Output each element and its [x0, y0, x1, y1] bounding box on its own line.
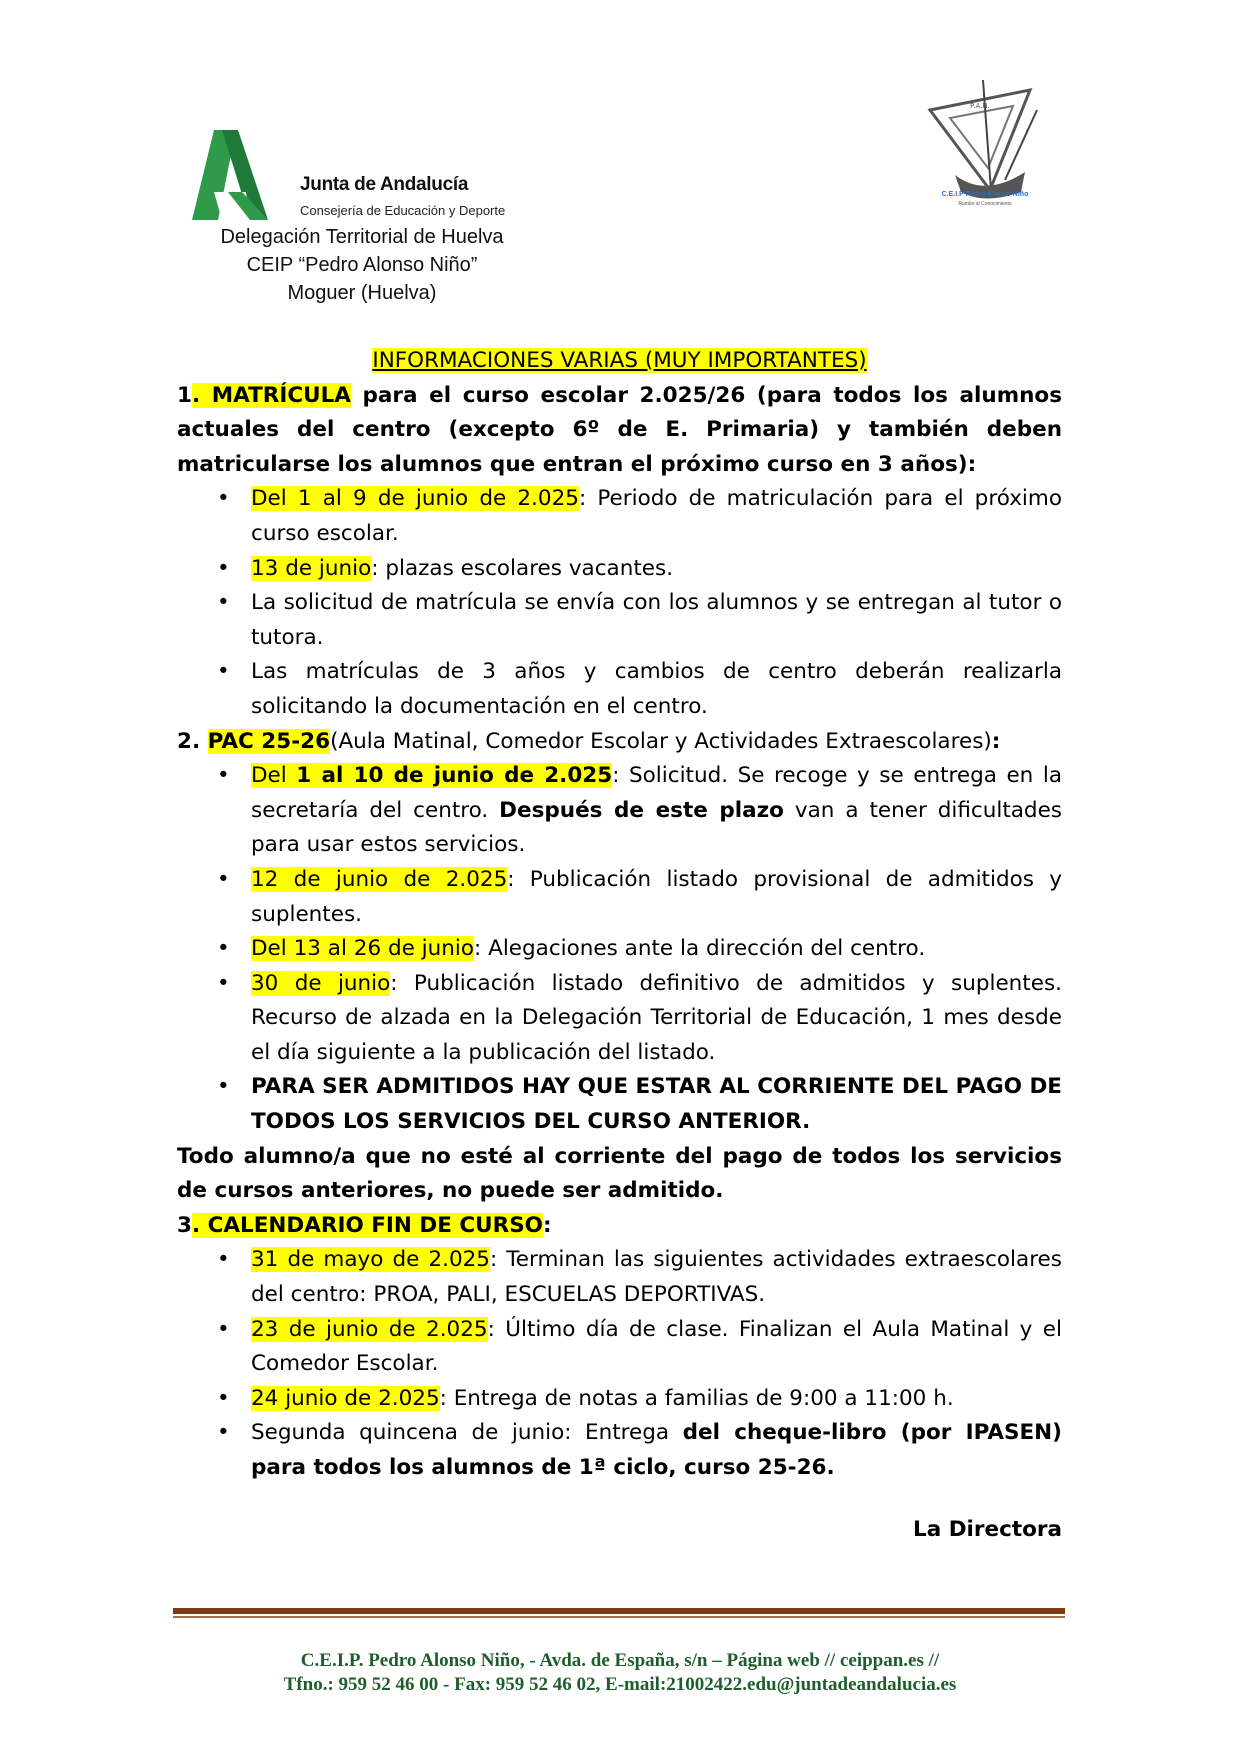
bullet-list	[177, 482, 1062, 724]
list-item	[251, 1313, 1062, 1382]
text-run: PARA SER ADMITIDOS HAY QUE ESTAR AL CORRIENTE DEL PAGO DE TODOS LOS SERVICIOS DEL CURSO ANTERIOR.	[251, 1074, 1062, 1135]
paragraph	[177, 379, 1062, 483]
highlighted-text: 23 de junio de 2.025	[251, 1316, 488, 1342]
text-run: Después de este plazo	[499, 797, 784, 823]
highlighted-text: Del 1 al 9 de junio de 2.025	[251, 486, 579, 512]
highlighted-text: 31 de mayo de 2.025	[251, 1247, 490, 1273]
text-run: 2.	[177, 728, 208, 754]
junta-department: Consejería de Educación y Deporte	[300, 203, 506, 218]
highlighted-text: PAC 25-26	[207, 728, 331, 754]
document-title	[177, 344, 1062, 379]
list-item	[251, 586, 1062, 655]
text-run: : Entrega de notas a familias de 9:00 a 11:00 h.	[439, 1385, 954, 1411]
text-run: 3	[177, 1212, 192, 1238]
document-body	[177, 344, 1062, 1547]
text-run: : Alegaciones ante la dirección del centro.	[474, 936, 926, 962]
text-run: 1	[177, 382, 192, 408]
title-text: INFORMACIONES VARIAS (MUY IMPORTANTES)	[372, 348, 867, 373]
highlighted-text: . MATRÍCULA	[191, 382, 351, 408]
highlighted-text: Del	[251, 763, 297, 789]
list-item	[251, 1382, 1062, 1417]
bullet-list	[177, 759, 1062, 1140]
text-run: : Último día de clase. Finalizan el Aula Matinal y el Comedor Escolar.	[251, 1316, 1062, 1377]
list-item	[251, 1416, 1062, 1485]
highlighted-text: 13 de junio	[251, 555, 372, 581]
highlighted-text: 30 de junio	[251, 970, 391, 996]
school-name: CEIP “Pedro Alonso Niño”	[246, 254, 478, 276]
highlighted-text: 1 al 10 de junio de 2.025	[296, 763, 613, 789]
notice-sections	[177, 379, 1062, 1486]
list-item	[251, 863, 1062, 932]
list-item	[251, 1243, 1062, 1312]
text-run: (Aula Matinal, Comedor Escolar y Actividades Extraescolares)	[330, 728, 992, 754]
text-run: : plazas escolares vacantes.	[371, 555, 674, 581]
list-item	[251, 1070, 1062, 1139]
footer-address: C.E.I.P. Pedro Alonso Niño, - Avda. de España, s/n – Página web // ceippan.es //	[300, 1650, 940, 1671]
junta-de-andalucia-logo	[192, 130, 288, 220]
paragraph	[177, 725, 1062, 760]
list-item	[251, 482, 1062, 551]
town: Moguer (Huelva)	[287, 282, 437, 304]
footer-contact: Tfno.: 959 52 46 00 - Fax: 959 52 46 02, E-mail:21002422.edu@juntadeandalucia.es	[283, 1674, 957, 1695]
text-run: Segunda quincena de junio: Entrega	[251, 1420, 683, 1446]
signature: La Directora	[913, 1516, 1062, 1542]
school-logo-motto: Rumbo al Conocimiento	[958, 201, 1012, 207]
text-run: : Terminan las siguientes actividades extraescolares del centro: PROA, PALI, ESCUELAS DEPORTIVAS.	[251, 1247, 1062, 1308]
text-run: : Solicitud. Se recoge y se entrega en la secretaría del centro.	[251, 763, 1062, 823]
text-run: La solicitud de matrícula se envía con los alumnos y se entregan al tutor o tutora.	[251, 590, 1062, 650]
highlighted-text: 24 junio de 2.025	[251, 1385, 440, 1411]
highlighted-text: . CALENDARIO FIN DE CURSO	[191, 1212, 543, 1238]
delegation: Delegación Territorial de Huelva	[220, 226, 504, 248]
text-run: : Periodo de matriculación para el próximo curso escolar.	[251, 486, 1062, 546]
list-item	[251, 932, 1062, 967]
paragraph	[177, 1140, 1062, 1209]
highlighted-text: 12 de junio de 2.025	[251, 866, 508, 892]
text-run: : Publicación listado provisional de admitidos y suplentes.	[251, 866, 1062, 927]
text-run: Todo alumno/a que no esté al corriente del pago de todos los servicios de cursos anteriores, no puede ser admitido.	[177, 1143, 1062, 1204]
school-logo-caption: C.E.I.P Pedro Alonso Niño	[941, 191, 1029, 198]
highlighted-text: Del 13 al 26 de junio	[251, 936, 475, 962]
text-run: van a tener dificultades para usar estos servicios.	[251, 797, 1062, 858]
bullet-list	[177, 1243, 1062, 1485]
paragraph	[177, 1209, 1062, 1244]
list-item	[251, 552, 1062, 587]
junta-name: Junta de Andalucía	[300, 174, 469, 195]
list-item	[251, 759, 1062, 863]
text-run: : Publicación listado definitivo de admitidos y suplentes. Recurso de alzada en la Delegación Territorial de Educación, 1 mes desde el día siguiente a la publicación del listado.	[251, 970, 1062, 1065]
text-run: del cheque-libro (por IPASEN) para todos los alumnos de 1ª ciclo, curso 25-26.	[251, 1420, 1062, 1480]
footer-rule-thin	[173, 1616, 1065, 1618]
text-run: Las matrículas de 3 años y cambios de centro deberán realizarla solicitando la documentación en el centro.	[251, 659, 1062, 719]
footer-rule	[173, 1608, 1065, 1614]
list-item	[251, 967, 1062, 1071]
list-item	[251, 655, 1062, 724]
text-run: para el curso escolar 2.025/26 (para todos los alumnos actuales del centro (excepto 6º de E. Primaria) y también deben matricularse los alumnos que entran el próximo curso en 3 años):	[177, 382, 1062, 477]
school-logo-initials: P.A.N.	[970, 102, 990, 110]
text-run: :	[991, 728, 1001, 754]
text-run: :	[542, 1212, 552, 1238]
